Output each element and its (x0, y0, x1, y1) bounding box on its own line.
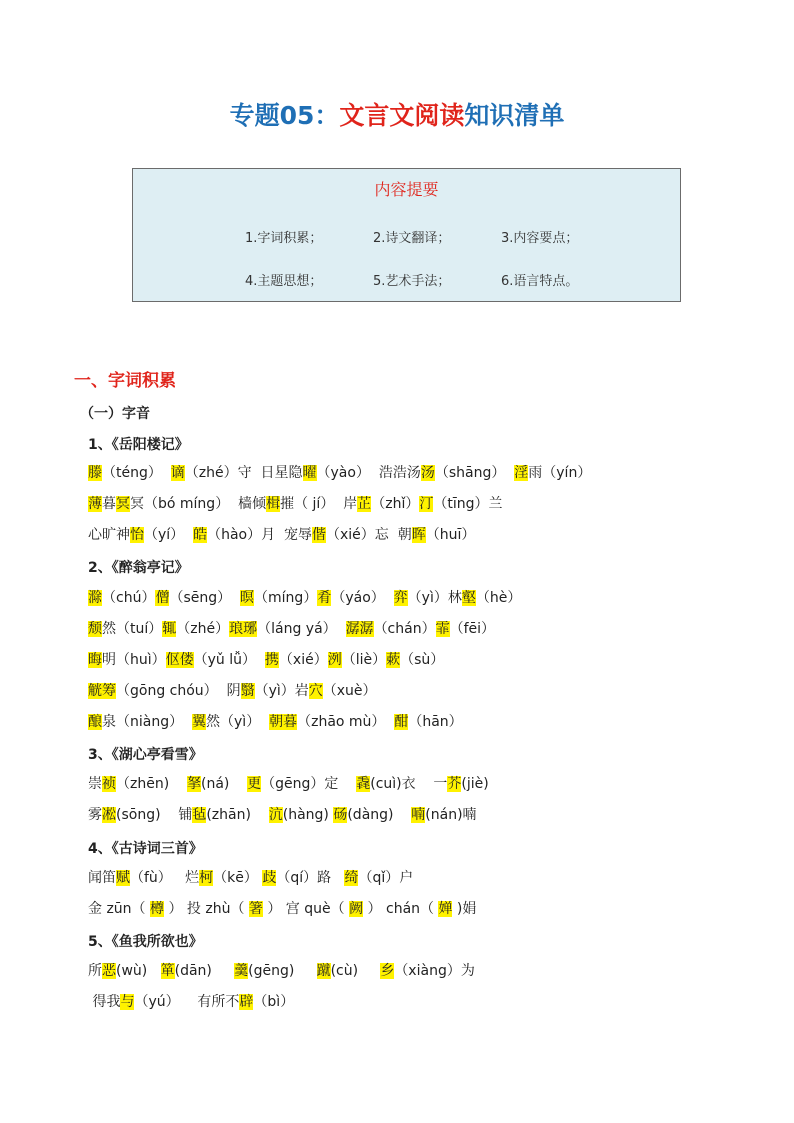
vocab-text: （xié）忘 朝 (326, 527, 412, 543)
highlighted-char: 绮 (344, 870, 359, 886)
highlighted-char: 霏 (435, 621, 450, 637)
vocab-text: （fēi） (449, 621, 496, 637)
highlighted-char: 拏 (186, 776, 201, 792)
highlighted-char: 乡 (380, 963, 395, 979)
vocab-text: （qí）路 (276, 870, 345, 886)
vocab-line (88, 650, 444, 670)
vocab-text: （yào） 浩浩汤 (316, 465, 421, 481)
vocab-text: （liè） (341, 652, 387, 668)
highlighted-char: 樽 (150, 901, 164, 917)
vocab-text: 闻笛 (88, 870, 116, 886)
text-title: 3、《湖心亭看雪》 (88, 747, 203, 763)
vocab-text: 雾 (88, 807, 102, 823)
vocab-line (88, 868, 413, 888)
vocab-line (88, 899, 476, 919)
vocab-text: ） chán（ (363, 901, 439, 917)
highlighted-char: 与 (120, 994, 135, 1010)
vocab-text: （chú） (102, 590, 156, 606)
subsection-heading: （一）字音 (80, 406, 150, 422)
vocab-text: (cuì)衣 一 (370, 776, 448, 792)
vocab-text: (dàng) (347, 807, 412, 823)
summary-heading: 内容提要 (374, 180, 439, 199)
highlighted-char: 柯 (199, 870, 214, 886)
highlighted-char: 歧 (262, 870, 277, 886)
vocab-text: 然（tuí） (102, 621, 163, 637)
highlighted-char: 蹴 (316, 963, 331, 979)
title-suffix: 知识清单 (464, 101, 565, 130)
summary-item: 2.诗文翻译； (373, 231, 451, 246)
highlighted-char: 翳 (240, 683, 255, 699)
highlighted-char: 偕 (312, 527, 326, 543)
vocab-text: （yáo） (331, 590, 394, 606)
vocab-text: 明（huì） (102, 652, 166, 668)
highlighted-char: 颓 (88, 621, 102, 637)
highlighted-char: 携 (264, 652, 279, 668)
vocab-text: 暮 (102, 496, 116, 512)
highlighted-char: 蔌 (386, 652, 401, 668)
highlighted-char: 曜 (302, 465, 317, 481)
text-title: 2、《醉翁亭记》 (88, 560, 189, 576)
highlighted-char: 怡 (130, 527, 144, 543)
vocab-text: （yú） 有所不 (134, 994, 240, 1010)
vocab-text: （huī） (425, 527, 476, 543)
vocab-text: （láng yá） (257, 621, 346, 637)
vocab-text: (jiè) (461, 776, 489, 792)
vocab-text: （hān） (408, 714, 463, 730)
summary-item: 1.字词积累； (245, 231, 323, 246)
highlighted-char: 潺潺 (345, 621, 374, 637)
text-title: 5、《鱼我所欲也》 (88, 934, 203, 950)
highlighted-char: 翼 (192, 714, 207, 730)
vocab-text: （fù） 烂 (130, 870, 200, 886)
vocab-text: （gōng chóu） 阴 (116, 683, 241, 699)
vocab-text: 得我 (88, 994, 121, 1010)
highlighted-char: 肴 (317, 590, 332, 606)
highlighted-char: 冥 (116, 496, 130, 512)
vocab-text: （yí） (144, 527, 194, 543)
vocab-text: (dān) (174, 963, 235, 979)
vocab-line (88, 494, 503, 514)
highlighted-char: 毡 (192, 807, 207, 823)
highlighted-char: 壑 (461, 590, 476, 606)
vocab-line (88, 961, 475, 981)
vocab-text: （yì）岩 (254, 683, 309, 699)
highlighted-char: 酣 (394, 714, 409, 730)
highlighted-char: 酿 (88, 714, 102, 730)
highlighted-char: 觥筹 (88, 683, 116, 699)
vocab-text: （xiàng）为 (394, 963, 475, 979)
vocab-text: 崇 (88, 776, 102, 792)
highlighted-char: 楫 (266, 496, 281, 512)
highlighted-char: 芷 (357, 496, 372, 512)
text-title: 1、《岳阳楼记》 (88, 437, 189, 453)
highlighted-char: 谪 (170, 465, 185, 481)
vocab-text: ） 投 zhù（ (164, 901, 249, 917)
summary-box (132, 168, 681, 302)
vocab-text: （téng） (102, 465, 171, 481)
highlighted-char: 婵 (438, 901, 453, 917)
summary-item: 4.主题思想； (245, 274, 323, 289)
vocab-text: (ná) (200, 776, 248, 792)
vocab-text: (zhān) (206, 807, 269, 823)
highlighted-char: 赋 (116, 870, 130, 886)
vocab-line (88, 463, 591, 483)
highlighted-char: 暝 (240, 590, 255, 606)
summary-item: 6.语言特点。 (501, 274, 579, 289)
title-highlight: 文言文阅读 (339, 101, 465, 130)
vocab-text: （chán） (373, 621, 436, 637)
vocab-text: )娟 (452, 901, 477, 917)
highlighted-char: 晦 (88, 652, 102, 668)
vocab-text: 泉（niàng） (102, 714, 193, 730)
vocab-text: 心旷神 (88, 527, 130, 543)
vocab-text: ） 宫 què（ (262, 901, 350, 917)
vocab-line (88, 774, 489, 794)
vocab-text: 冥（bó míng） 樯倾 (130, 496, 267, 512)
vocab-text: （míng） (254, 590, 318, 606)
vocab-text: （qǐ）户 (358, 870, 414, 886)
vocab-text: (hàng) (282, 807, 334, 823)
vocab-text: （zhāo mù） (297, 714, 395, 730)
highlighted-char: 汤 (420, 465, 435, 481)
vocab-text: （zhēn) (116, 776, 187, 792)
vocab-text: （xié） (278, 652, 328, 668)
vocab-text: （hào）月 宠辱 (207, 527, 312, 543)
vocab-text: 摧（ jí） 岸 (280, 496, 358, 512)
highlighted-char: 砀 (333, 807, 348, 823)
highlighted-char: 沆 (268, 807, 283, 823)
highlighted-char: 箸 (248, 901, 263, 917)
vocab-text: （kē） (213, 870, 263, 886)
page-title (0, 96, 794, 132)
vocab-line (88, 992, 294, 1012)
highlighted-char: 毳 (356, 776, 371, 792)
vocab-text: （zhé） (176, 621, 230, 637)
vocab-text: (wù) (116, 963, 161, 979)
vocab-text: （bì） (253, 994, 295, 1010)
vocab-text: 然（yì） (206, 714, 270, 730)
vocab-text: （shāng） (434, 465, 515, 481)
title-prefix: 专题05： (229, 101, 340, 130)
highlighted-char: 朝暮 (269, 714, 298, 730)
highlighted-char: 芥 (447, 776, 462, 792)
vocab-text: (cù) (330, 963, 381, 979)
vocab-text: （zhé）守 日星隐 (184, 465, 303, 481)
vocab-text: （xuè） (322, 683, 377, 699)
vocab-text: 金 zūn（ (88, 901, 150, 917)
highlighted-char: 晖 (411, 527, 426, 543)
vocab-line (88, 805, 477, 825)
highlighted-char: 穴 (308, 683, 323, 699)
highlighted-char: 阙 (349, 901, 364, 917)
highlighted-char: 滕 (88, 465, 102, 481)
vocab-text: 所 (88, 963, 102, 979)
highlighted-char: 辟 (239, 994, 254, 1010)
summary-item: 5.艺术手法； (373, 274, 451, 289)
vocab-text: (nán)喃 (425, 807, 477, 823)
vocab-text: （yì）林 (407, 590, 462, 606)
vocab-text: （zhǐ） (371, 496, 420, 512)
highlighted-char: 汀 (419, 496, 434, 512)
highlighted-char: 洌 (327, 652, 342, 668)
text-title: 4、《古诗词三首》 (88, 841, 203, 857)
highlighted-char: 滁 (88, 590, 102, 606)
highlighted-char: 伛偻 (165, 652, 194, 668)
section-heading: 一、字词积累 (74, 371, 176, 391)
vocab-text: （tīng）兰 (433, 496, 503, 512)
vocab-line (88, 619, 495, 639)
vocab-text: (sōng) 铺 (116, 807, 193, 823)
highlighted-char: 恶 (102, 963, 116, 979)
highlighted-char: 祯 (102, 776, 116, 792)
vocab-line (88, 712, 463, 732)
highlighted-char: 弈 (393, 590, 408, 606)
vocab-line (88, 588, 521, 608)
highlighted-char: 僧 (155, 590, 170, 606)
highlighted-char: 凇 (102, 807, 116, 823)
vocab-line (88, 525, 475, 545)
highlighted-char: 皓 (193, 527, 208, 543)
highlighted-char: 琅琊 (229, 621, 258, 637)
vocab-text: （sēng） (169, 590, 241, 606)
vocab-text: 雨（yín） (528, 465, 592, 481)
highlighted-char: 薄 (88, 496, 102, 512)
vocab-text: （yǔ lǚ） (193, 652, 265, 668)
vocab-line (88, 681, 377, 701)
highlighted-char: 淫 (514, 465, 529, 481)
vocab-text: （gēng）定 (261, 776, 357, 792)
summary-item: 3.内容要点； (501, 231, 579, 246)
vocab-text: (gēng) (248, 963, 317, 979)
highlighted-char: 辄 (162, 621, 177, 637)
highlighted-char: 箪 (160, 963, 175, 979)
summary-list (245, 227, 625, 289)
highlighted-char: 喃 (411, 807, 426, 823)
highlighted-char: 羹 (234, 963, 249, 979)
vocab-text: （hè） (475, 590, 522, 606)
highlighted-char: 更 (247, 776, 262, 792)
vocab-text: （sù） (400, 652, 445, 668)
